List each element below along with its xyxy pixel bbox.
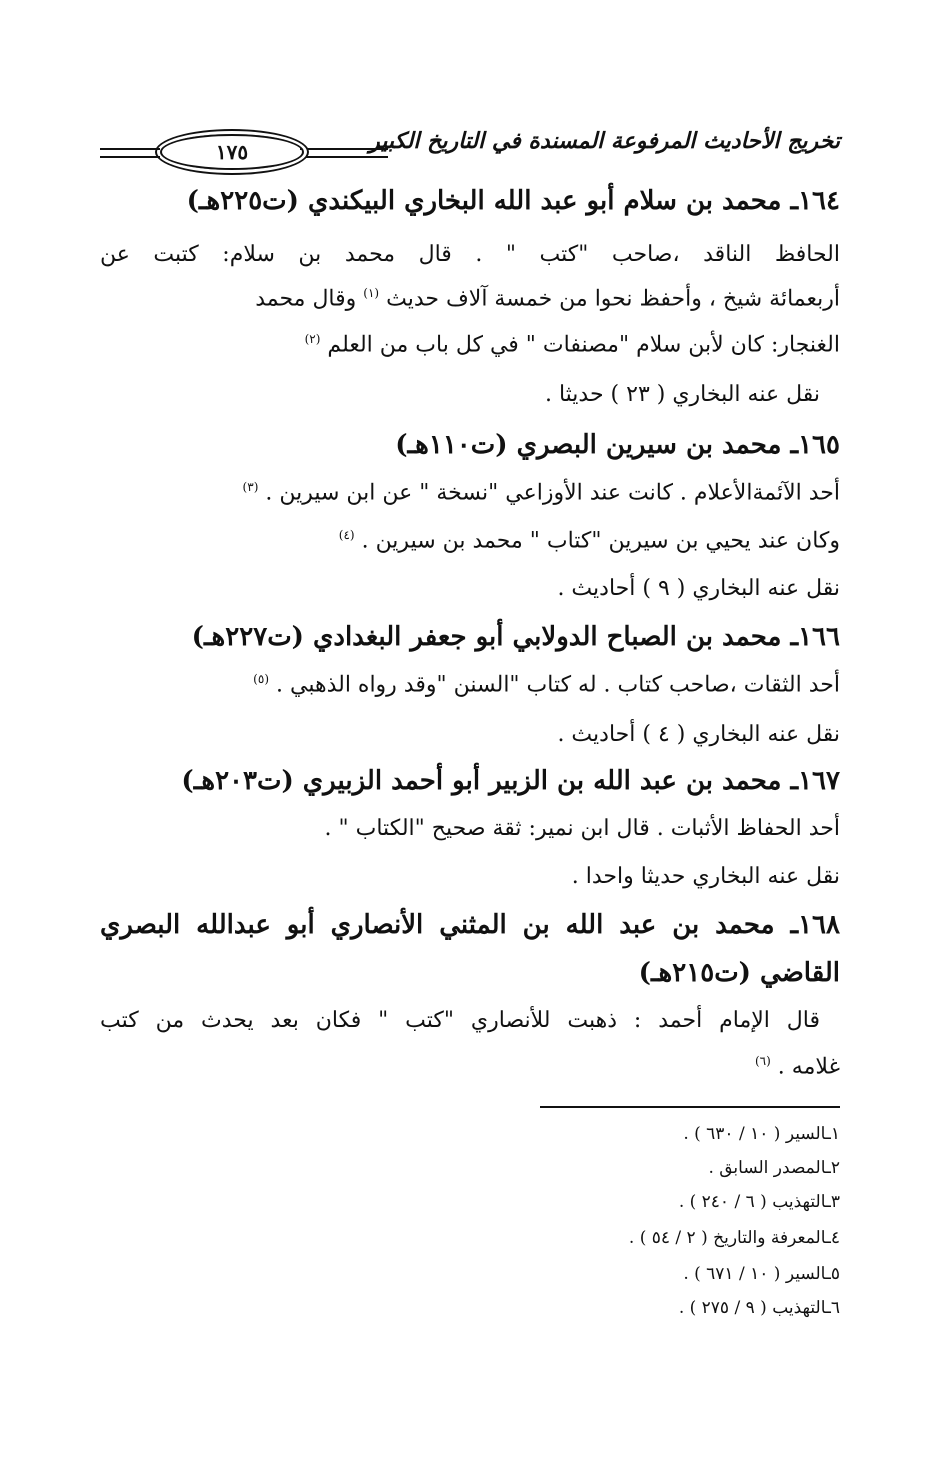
page-number: ١٧٥ xyxy=(160,134,304,170)
entry-text-line xyxy=(100,1054,840,1079)
footnote: ١ـالسير ( ١٠ / ٦٣٠ ) . xyxy=(683,1124,840,1144)
running-header xyxy=(100,124,840,168)
footnote: ٣ـالتهذيب ( ٦ / ٢٤٠ ) . xyxy=(678,1192,840,1212)
entry-heading-168-cont: القاضي (ت٢١٥هـ) xyxy=(638,958,840,988)
header-rule-left xyxy=(100,148,160,158)
entry-text-fragment: وقال محمد xyxy=(255,286,357,312)
entry-text-line xyxy=(100,480,840,505)
entry-text-line: نقل عنه البخاري ( ٩ ) أحاديث . xyxy=(557,576,840,601)
entry-text-fragment: وكان عند يحيي بن سيرين "كتاب " محمد بن سيرين . xyxy=(361,528,840,554)
entry-text-line xyxy=(100,528,840,553)
entry-text-line xyxy=(100,332,840,357)
footnote: ٦ـالتهذيب ( ٩ / ٢٧٥ ) . xyxy=(678,1298,840,1318)
footnote: ٥ـالسير ( ١٠ / ٦٧١ ) . xyxy=(683,1264,840,1284)
footnote-mark: (١) xyxy=(363,286,380,300)
entry-heading-164: ١٦٤ـ محمد بن سلام أبو عبد الله البخاري البيكندي (ت٢٢٥هـ) xyxy=(186,186,840,216)
entry-text-line xyxy=(100,672,840,697)
footnote-separator xyxy=(540,1106,840,1108)
entry-heading-167: ١٦٧ـ محمد بن عبد الله بن الزبير أبو أحمد الزبيري (ت٢٠٣هـ) xyxy=(181,766,840,796)
entry-text-line: نقل عنه البخاري حديثا واحدا . xyxy=(571,864,840,889)
running-title: تخريج الأحاديث المرفوعة المسندة في التاريخ الكبير xyxy=(369,128,840,154)
entry-text-fragment: غلامه . xyxy=(777,1054,840,1080)
entry-text-line: أحد الحفاظ الأثبات . قال ابن نمير: ثقة صحيح "الكتاب " . xyxy=(324,816,840,841)
footnote: ٢ـالمصدر السابق . xyxy=(708,1158,840,1178)
footnote-mark: (٤) xyxy=(338,528,355,542)
footnote-mark: (٢) xyxy=(304,332,321,346)
footnote-mark: (٦) xyxy=(754,1054,771,1068)
entry-text-fragment: أربعمائة شيخ ، وأحفظ نحوا من خمسة آلاف حديث xyxy=(386,286,840,312)
entry-text-line: نقل عنه البخاري ( ٢٣ ) حديثا . xyxy=(544,382,820,407)
entry-heading-165: ١٦٥ـ محمد بن سيرين البصري (ت١١٠هـ) xyxy=(395,430,840,460)
entry-text-fragment: أحد الآئمةالأعلام . كانت عند الأوزاعي "نسخة " عن ابن سيرين . xyxy=(265,480,840,506)
entry-heading-168: ١٦٨ـ محمد بن عبد الله بن المثني الأنصاري أبو عبدالله البصري xyxy=(100,910,840,940)
entry-text-line xyxy=(100,286,840,311)
entry-text-fragment: أحد الثقات ،صاحب كتاب . له كتاب "السنن "وقد رواه الذهبي . xyxy=(276,672,840,698)
entry-text-line: نقل عنه البخاري ( ٤ ) أحاديث . xyxy=(557,722,840,747)
book-page xyxy=(100,100,840,1360)
footnote-mark: (٣) xyxy=(242,480,259,494)
footnote-mark: (٥) xyxy=(253,672,269,686)
entry-text-fragment: الغنجار: كان لأبن سلام "مصنفات " في كل باب من العلم xyxy=(327,332,840,358)
entry-text-line: الحافظ الناقد ،صاحب "كتب " . قال محمد بن سلام: كتبت عن xyxy=(100,242,840,267)
entry-text-line: قال الإمام أحمد : ذهبت للأنصاري "كتب " فكان بعد يحدث من كتب xyxy=(100,1008,820,1033)
header-rule-right xyxy=(300,148,388,158)
footnote: ٤ـالمعرفة والتاريخ ( ٢ / ٥٤ ) . xyxy=(628,1228,840,1248)
entry-heading-166: ١٦٦ـ محمد بن الصباح الدولابي أبو جعفر البغدادي (ت٢٢٧هـ) xyxy=(191,622,840,652)
